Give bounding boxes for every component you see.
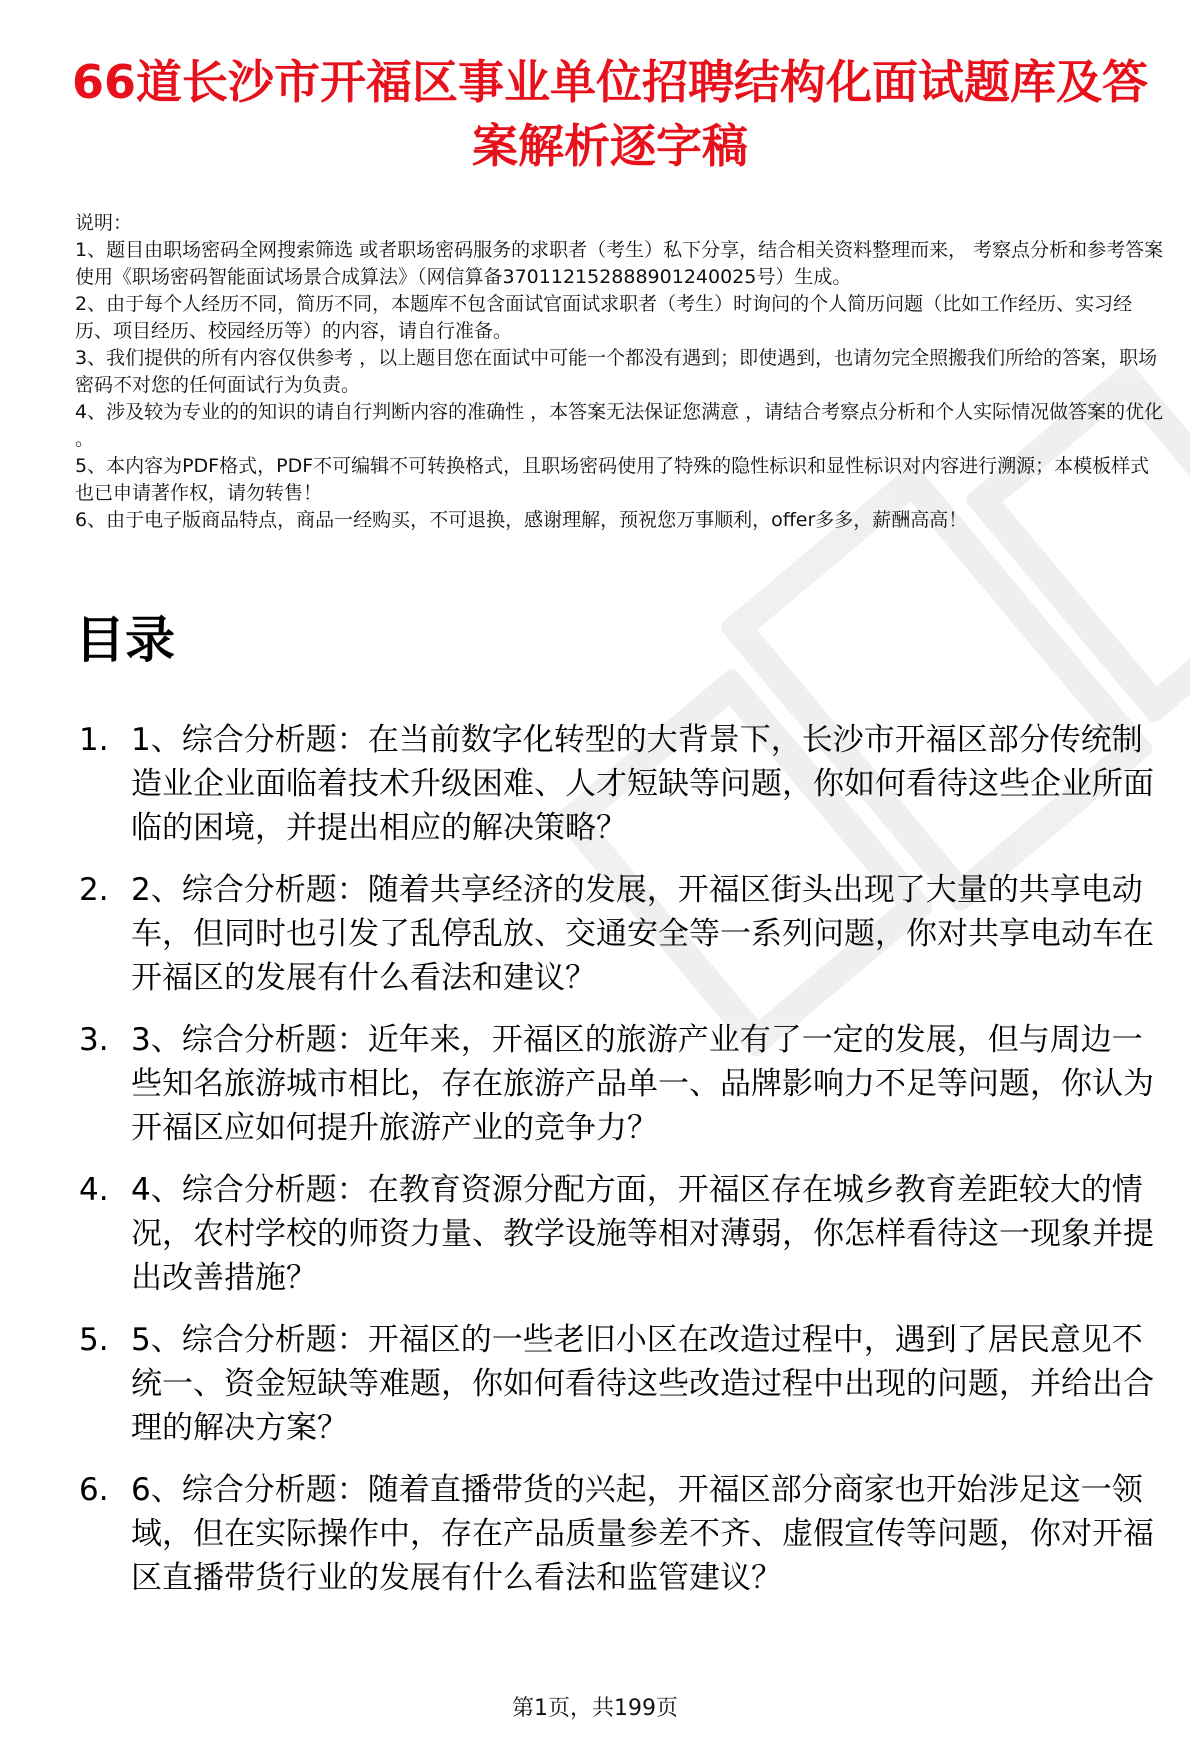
document-title: 66道长沙市开福区事业单位招聘结构化面试题库及答案解析逐字稿 <box>71 55 1148 173</box>
toc-item[interactable] <box>75 868 1170 1000</box>
toc-item[interactable] <box>75 1318 1170 1450</box>
notes-item: 3、我们提供的所有内容仅供参考 ，以上题目您在面试中可能一个都没有遇到；即使遇到，也请勿完全照搬我们所给的答案，职场密码不对您的任何面试行为负责。 <box>75 347 1158 396</box>
notes-item: 4、涉及较为专业的的知识的请自行判断内容的准确性 ，本答案无法保证您满意 ，请结合考察点分析和个人实际情况做答案的优化 。 <box>75 401 1164 450</box>
toc-item-text: 4、综合分析题：在教育资源分配方面，开福区存在城乡教育差距较大的情况，农村学校的师资力量、教学设施等相对薄弱，你怎样看待这一现象并提出改善措施？ <box>131 1172 1154 1296</box>
toc-item-text: 5、综合分析题：开福区的一些老旧小区在改造过程中，遇到了居民意见不统一、资金短缺等难题，你如何看待这些改造过程中出现的问题，并给出合理的解决方案？ <box>131 1322 1154 1446</box>
toc-item-number: 6. <box>79 1472 109 1508</box>
toc-item-text: 2、综合分析题：随着共享经济的发展，开福区街头出现了大量的共享电动车，但同时也引发了乱停乱放、交通安全等一系列问题，你对共享电动车在开福区的发展有什么看法和建议？ <box>131 872 1154 996</box>
toc-item[interactable] <box>75 1168 1170 1300</box>
toc-item-text: 6、综合分析题：随着直播带货的兴起，开福区部分商家也开始涉足这一领域，但在实际操作中，存在产品质量参差不齐、虚假宣传等问题，你对开福区直播带货行业的发展有什么看法和监管建议？ <box>131 1472 1154 1596</box>
notes-heading: 说明： <box>75 212 133 234</box>
toc-item-number: 2. <box>79 872 109 908</box>
toc-item-number: 3. <box>79 1022 109 1058</box>
toc-heading: 目录 <box>75 611 175 669</box>
page-footer: 第1页，共199页 <box>512 1696 678 1721</box>
notes-item: 6、由于电子版商品特点，商品一经购买，不可退换，感谢理解，预祝您万事顺利，offer多多，薪酬高高！ <box>75 509 968 531</box>
notes-item: 1、题目由职场密码全网搜索筛选 或者职场密码服务的求职者（考生）私下分享，结合相关资料整理而来， 考察点分析和参考答案使用《职场密码智能面试场景合成算法》（网信算备370112152888901240025号）生成。 <box>75 239 1164 288</box>
toc-item-number: 1. <box>79 722 109 758</box>
notes-section <box>75 210 1165 534</box>
notes-item: 2、由于每个人经历不同，简历不同，本题库不包含面试官面试求职者（考生）时询问的个人简历问题（比如工作经历、实习经历、项目经历、校园经历等）的内容，请自行准备。 <box>75 293 1133 342</box>
toc-item-text: 3、综合分析题：近年来，开福区的旅游产业有了一定的发展，但与周边一些知名旅游城市相比，存在旅游产品单一、品牌影响力不足等问题，你认为开福区应如何提升旅游产业的竞争力？ <box>131 1022 1154 1146</box>
toc-list <box>75 718 1170 1618</box>
toc-item-number: 5. <box>79 1322 109 1358</box>
notes-item: 5、本内容为PDF格式，PDF不可编辑不可转换格式，且职场密码使用了特殊的隐性标识和显性标识对内容进行溯源；本模板样式也已申请著作权，请勿转售！ <box>75 455 1150 504</box>
toc-item[interactable] <box>75 718 1170 850</box>
toc-item-number: 4. <box>79 1172 109 1208</box>
toc-item-text: 1、综合分析题：在当前数字化转型的大背景下，长沙市开福区部分传统制造业企业面临着技术升级困难、人才短缺等问题，你如何看待这些企业所面临的困境，并提出相应的解决策略？ <box>131 722 1154 846</box>
toc-item[interactable] <box>75 1018 1170 1150</box>
toc-item[interactable] <box>75 1468 1170 1600</box>
